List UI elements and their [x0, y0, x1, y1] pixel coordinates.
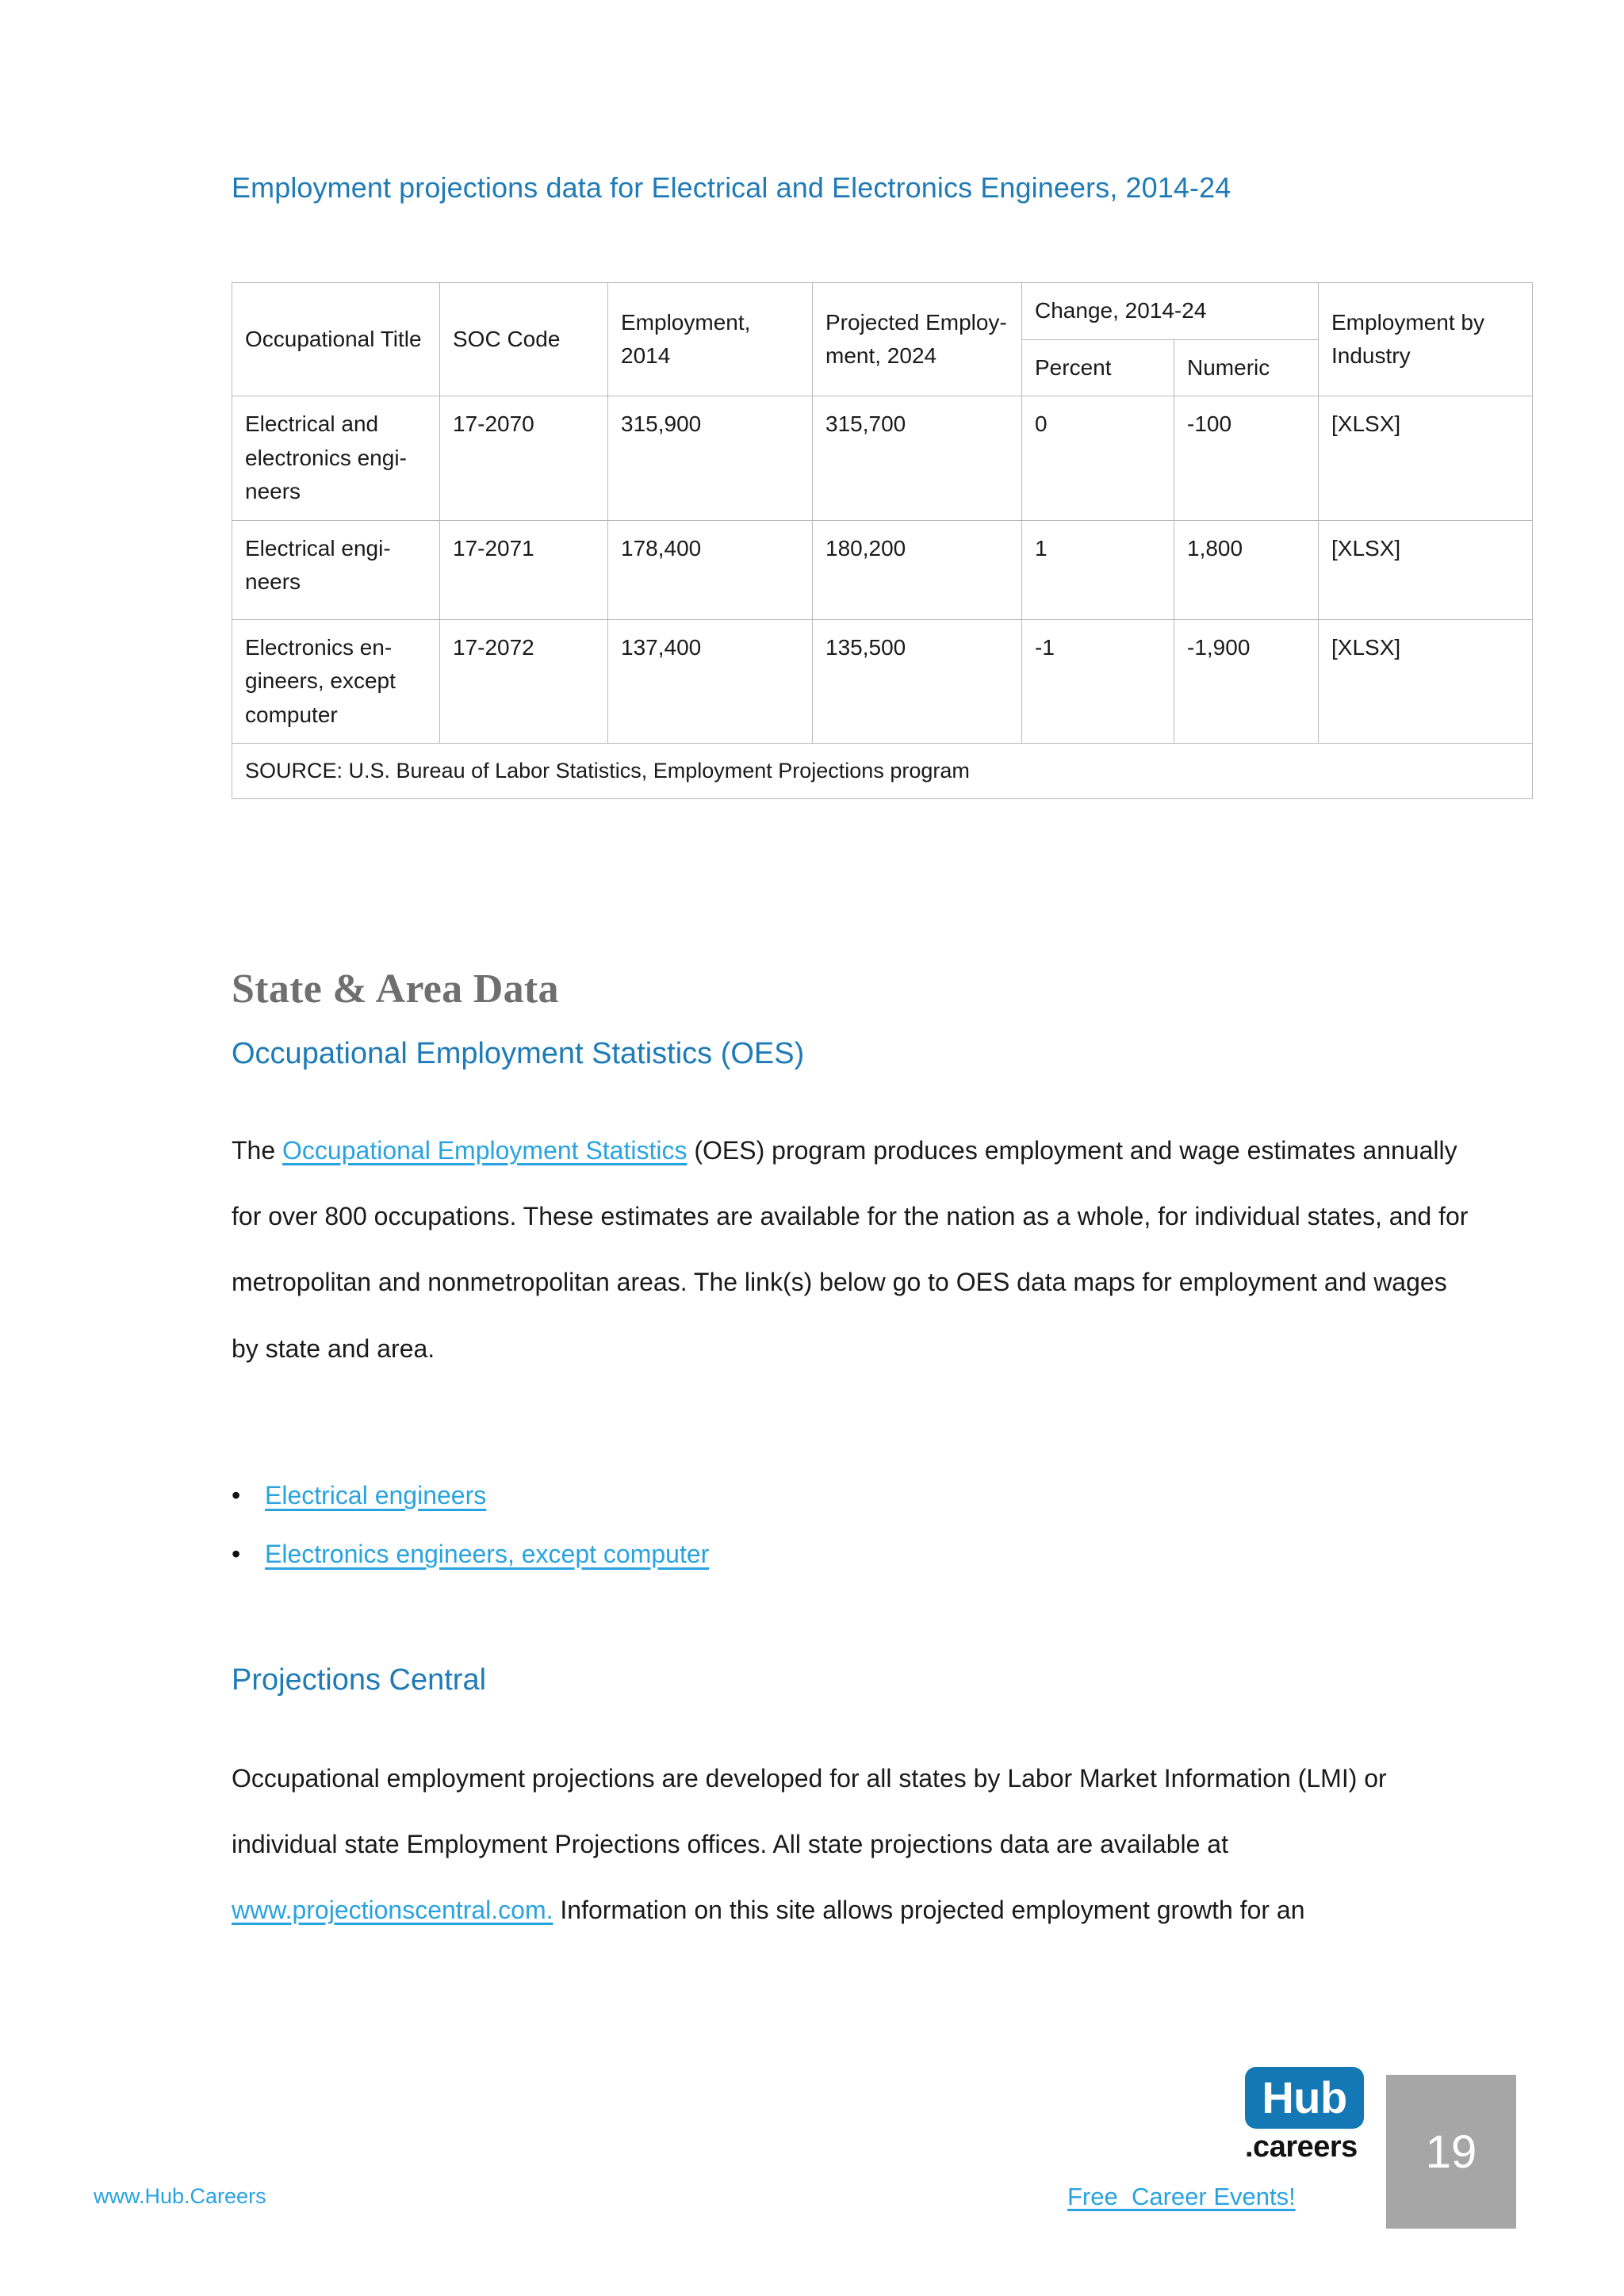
oes-inline-link[interactable]: Occupational Employment Statistics — [282, 1136, 688, 1165]
header-employment-by-industry: Employment by Industry — [1319, 283, 1533, 396]
hub-logo-subtext: .careers — [1245, 2130, 1358, 2164]
cell-employment-2014: 178,400 — [608, 520, 813, 619]
cell-change-numeric: -100 — [1174, 396, 1319, 521]
header-change-percent: Percent — [1022, 339, 1174, 396]
header-occupational-title: Occupational Title — [232, 283, 440, 396]
cell-employment-by-industry-link[interactable]: [XLSX] — [1319, 619, 1533, 744]
table-source-row — [232, 744, 1533, 799]
header-projected-employment-2024: Projected Employment, 2024 — [813, 283, 1022, 396]
section-heading-state-area-data: State & Area Data — [232, 966, 559, 1012]
cell-projected-employment-2024: 135,500 — [813, 619, 1022, 744]
projections-central-url-link[interactable]: www.projectionscentral.com. — [232, 1896, 553, 1925]
oes-paragraph — [232, 1118, 1469, 1382]
cell-employment-2014: 315,900 — [608, 396, 813, 521]
table-row — [232, 619, 1533, 744]
employment-projections-table-wrapper — [232, 282, 1532, 799]
section-heading-projections-central: Projections Central — [232, 1663, 487, 1697]
bullet-icon: • — [232, 1481, 241, 1510]
projections-central-paragraph — [232, 1746, 1469, 1944]
header-employment-2014: Employment, 2014 — [608, 283, 813, 396]
header-change-numeric: Numeric — [1174, 339, 1319, 396]
table-header-row-1 — [232, 283, 1533, 340]
cell-projected-employment-2024: 180,200 — [813, 520, 1022, 619]
footer-site-url[interactable]: www.Hub.Careers — [94, 2184, 266, 2208]
cell-employment-2014: 137,400 — [608, 619, 813, 744]
cell-soc-code: 17-2070 — [440, 396, 608, 521]
footer-free-career-events-link[interactable]: Free Career Events! — [1067, 2183, 1296, 2210]
employment-projections-table — [232, 282, 1533, 799]
oes-link-list — [232, 1476, 1262, 1594]
projections-paragraph-text-after: Information on this site allows projected employment growth for an — [553, 1896, 1305, 1925]
cell-employment-by-industry-link[interactable]: [XLSX] — [1319, 520, 1533, 619]
list-item — [232, 1535, 1262, 1573]
cell-change-numeric: 1,800 — [1174, 520, 1319, 619]
cell-projected-employment-2024: 315,700 — [813, 396, 1022, 521]
bullet-icon: • — [232, 1540, 241, 1568]
table-source-note: SOURCE: U.S. Bureau of Labor Statistics, Employment Projections program — [232, 744, 1533, 799]
table-body — [232, 396, 1533, 799]
cell-occupational-title: Electronics engineers, except computer — [232, 619, 440, 744]
cell-occupational-title: Electrical and electronics engineers — [232, 396, 440, 521]
cell-soc-code: 17-2071 — [440, 520, 608, 619]
hub-careers-logo — [1245, 2067, 1372, 2164]
list-item — [232, 1476, 1262, 1514]
oes-paragraph-text-before: The — [232, 1136, 283, 1165]
cell-change-numeric: -1,900 — [1174, 619, 1319, 744]
header-soc-code: SOC Code — [440, 283, 608, 396]
page-title: Employment projections data for Electrical and Electronics Engineers, 2014-24 — [232, 171, 1231, 204]
table-row — [232, 520, 1533, 619]
projections-paragraph-text-before: Occupational employment projections are developed for all states by Labor Market Information (LMI) or individual state Employment Projections offices. All state projections data are available at — [232, 1764, 1387, 1859]
cell-soc-code: 17-2072 — [440, 619, 608, 744]
oes-paragraph-text-after: (OES) program produces employment and wage estimates annually for over 800 occupations. These estimates are available for the nation as a whole, for individual states, and for metropolitan and nonmetropolitan areas. The link(s) below go to OES data maps for employment and wages by state and area. — [232, 1136, 1469, 1363]
cell-occupational-title: Electrical engineers — [232, 520, 440, 619]
list-item-link-electrical-engineers[interactable]: Electrical engineers — [265, 1481, 487, 1510]
page-number: 19 — [1425, 2126, 1477, 2178]
table-header — [232, 283, 1533, 396]
section-heading-oes: Occupational Employment Statistics (OES) — [232, 1037, 805, 1070]
cell-change-percent: 0 — [1022, 396, 1174, 521]
hub-logo-text: Hub — [1262, 2072, 1347, 2122]
page-number-box — [1386, 2075, 1516, 2229]
cell-change-percent: -1 — [1022, 619, 1174, 744]
header-change-group: Change, 2014-24 — [1022, 283, 1319, 340]
hub-logo-badge — [1245, 2067, 1364, 2129]
cell-change-percent: 1 — [1022, 520, 1174, 619]
table-row — [232, 396, 1533, 521]
cell-employment-by-industry-link[interactable]: [XLSX] — [1319, 396, 1533, 521]
list-item-link-electronics-engineers[interactable]: Electronics engineers, except computer — [265, 1540, 710, 1568]
